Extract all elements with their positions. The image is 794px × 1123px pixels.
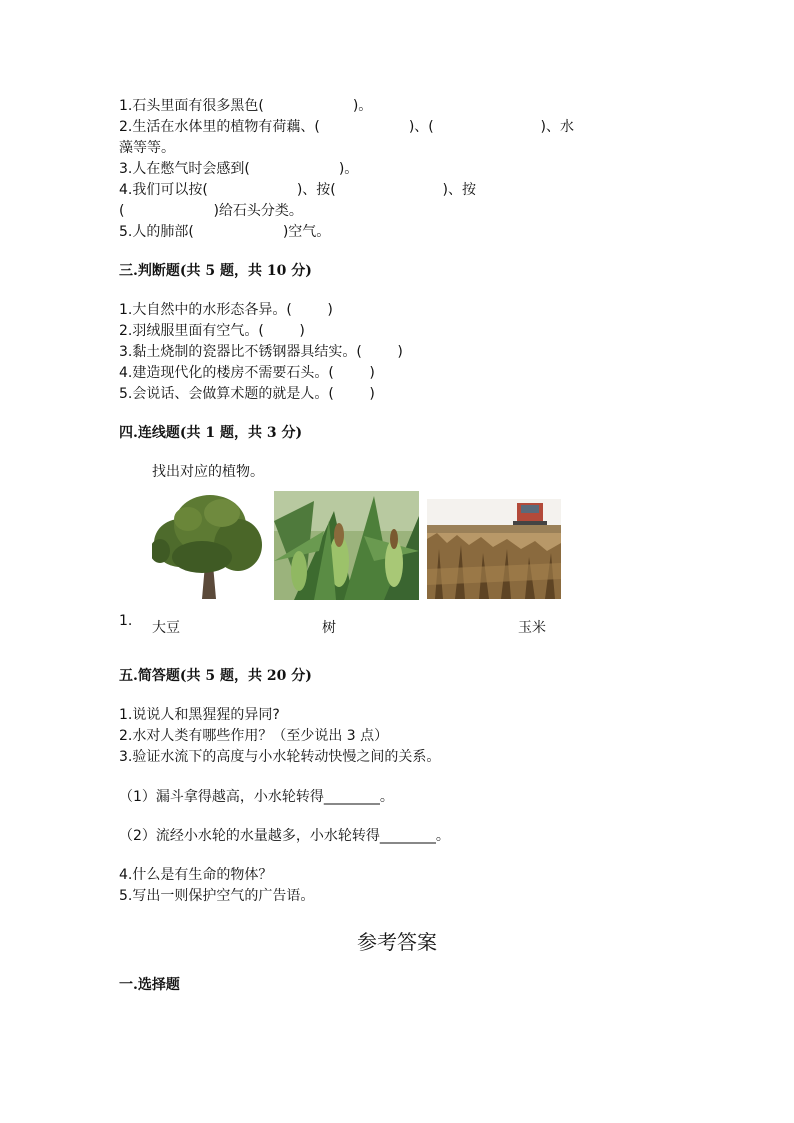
fill-question-3: 3.人在憋气时会感到( )。 <box>119 161 359 177</box>
short-section-heading: 五.简答题(共 5 题，共 20 分) <box>119 668 312 684</box>
match-label-tree: 树 <box>322 620 336 636</box>
judge-question-2: 2.羽绒服里面有空气。( ) <box>119 323 305 339</box>
fill-question-5: 5.人的肺部( )空气。 <box>119 224 331 240</box>
corn-image <box>274 491 419 600</box>
judge-section-heading: 三.判断题(共 5 题，共 10 分) <box>119 263 312 279</box>
fill-question-1: 1.石头里面有很多黑色( )。 <box>119 98 373 114</box>
match-label-soybean: 大豆 <box>152 620 180 636</box>
answer-section-1-heading: 一.选择题 <box>119 977 180 993</box>
short-question-3-part-1: （1）漏斗拿得越高，小水轮转得________。 <box>119 789 394 805</box>
judge-question-5: 5.会说话、会做算术题的就是人。( ) <box>119 386 375 402</box>
soybean-field-image <box>427 499 561 599</box>
tree-image <box>152 491 264 599</box>
short-question-1: 1.说说人和黑猩猩的异同? <box>119 707 280 723</box>
judge-question-4: 4.建造现代化的楼房不需要石头。( ) <box>119 365 375 381</box>
judge-question-3: 3.黏土烧制的瓷器比不锈钢器具结实。( ) <box>119 344 403 360</box>
match-label-corn: 玉米 <box>518 620 546 636</box>
short-question-3-part-2: （2）流经小水轮的水量越多，小水轮转得________。 <box>119 828 450 844</box>
judge-question-1: 1.大自然中的水形态各异。( ) <box>119 302 333 318</box>
short-question-5: 5.写出一则保护空气的广告语。 <box>119 888 315 904</box>
fill-question-2-line-2: 藻等等。 <box>119 140 175 156</box>
answer-key-title: 参考答案 <box>357 930 437 954</box>
fill-question-2-line-1: 2.生活在水体里的植物有荷藕、( )、( )、水 <box>119 119 575 135</box>
short-question-4: 4.什么是有生命的物体？ <box>119 867 273 883</box>
match-prompt: 找出对应的植物。 <box>152 464 264 480</box>
fill-question-4-line-1: 4.我们可以按( )、按( )、按 <box>119 182 477 198</box>
match-section-heading: 四.连线题(共 1 题，共 3 分) <box>119 425 303 441</box>
short-question-3: 3.验证水流下的高度与小水轮转动快慢之间的关系。 <box>119 749 441 765</box>
short-question-2: 2.水对人类有哪些作用？（至少说出 3 点） <box>119 728 389 744</box>
match-question-number: 1. <box>119 613 133 629</box>
fill-question-4-line-2: ( )给石头分类。 <box>119 203 303 219</box>
